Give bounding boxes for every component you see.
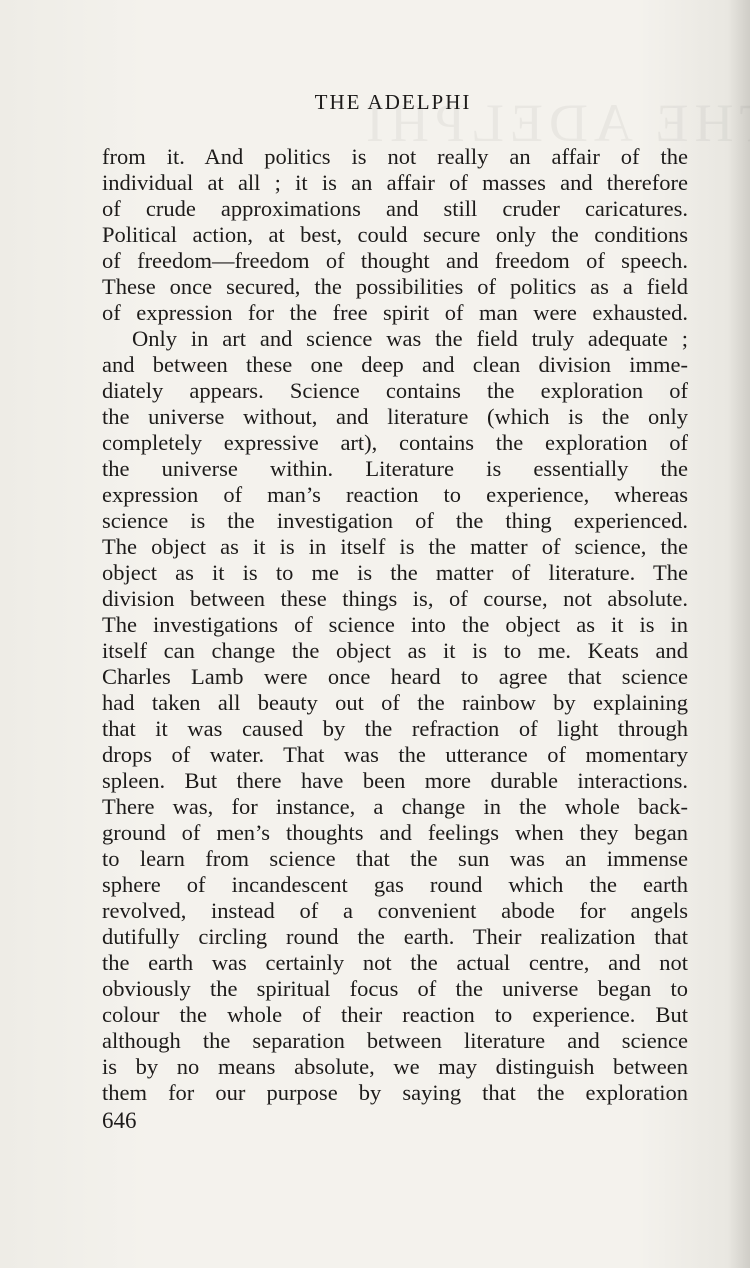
text-line: and between these one deep and clean division imme- [102, 352, 688, 377]
text-line: itself can change the object as it is to me. Keats and [102, 638, 688, 663]
text-line: them for our purpose by saying that the exploration [102, 1080, 688, 1105]
text-line: science is the investigation of the thing experienced. [102, 508, 688, 533]
text-line: the universe within. Literature is essentially the [102, 456, 688, 481]
text-line: sphere of incandescent gas round which the earth [102, 872, 688, 897]
text-line: dutifully circling round the earth. Their realization that [102, 924, 688, 949]
text-line: obviously the spiritual focus of the universe began to [102, 976, 688, 1001]
text-line: drops of water. That was the utterance of momentary [102, 742, 688, 767]
text-line: of expression for the free spirit of man were exhausted. [102, 300, 688, 325]
text-line: diately appears. Science contains the exploration of [102, 378, 688, 403]
text-line: of crude approximations and still cruder caricatures. [102, 196, 688, 221]
text-line: to learn from science that the sun was an immense [102, 846, 688, 871]
text-line: completely expressive art), contains the exploration of [102, 430, 688, 455]
text-line: The object as it is in itself is the matter of science, the [102, 534, 688, 559]
text-line: object as it is to me is the matter of literature. The [102, 560, 688, 585]
text-line: the universe without, and literature (which is the only [102, 404, 688, 429]
text-line: expression of man’s reaction to experience, whereas [102, 482, 688, 507]
text-line: individual at all ; it is an affair of masses and therefore [102, 170, 688, 195]
text-line: The investigations of science into the object as it is in [102, 612, 688, 637]
body-text [102, 144, 688, 1106]
text-line: There was, for instance, a change in the whole back- [102, 794, 688, 819]
text-line: although the separation between literature and science [102, 1028, 688, 1053]
text-line: had taken all beauty out of the rainbow by explaining [102, 690, 688, 715]
text-line: from it. And politics is not really an affair of the [102, 144, 688, 169]
text-line: ground of men’s thoughts and feelings when they began [102, 820, 688, 845]
text-line: revolved, instead of a convenient abode for angels [102, 898, 688, 923]
text-line: that it was caused by the refraction of light through [102, 716, 688, 741]
text-line: colour the whole of their reaction to experience. But [102, 1002, 688, 1027]
text-line: division between these things is, of course, not absolute. [102, 586, 688, 611]
text-line: Charles Lamb were once heard to agree that science [102, 664, 688, 689]
running-head: THE ADELPHI [314, 90, 472, 114]
page-number: 646 [102, 1108, 137, 1133]
text-line: Only in art and science was the field truly adequate ; [132, 326, 688, 351]
text-line: spleen. But there have been more durable interactions. [102, 768, 688, 793]
text-line: of freedom—freedom of thought and freedom of speech. [102, 248, 688, 273]
text-line: Political action, at best, could secure only the conditions [102, 222, 688, 247]
text-line: the earth was certainly not the actual centre, and not [102, 950, 688, 975]
text-line: is by no means absolute, we may distinguish between [102, 1054, 688, 1079]
text-line: These once secured, the possibilities of politics as a field [102, 274, 688, 299]
